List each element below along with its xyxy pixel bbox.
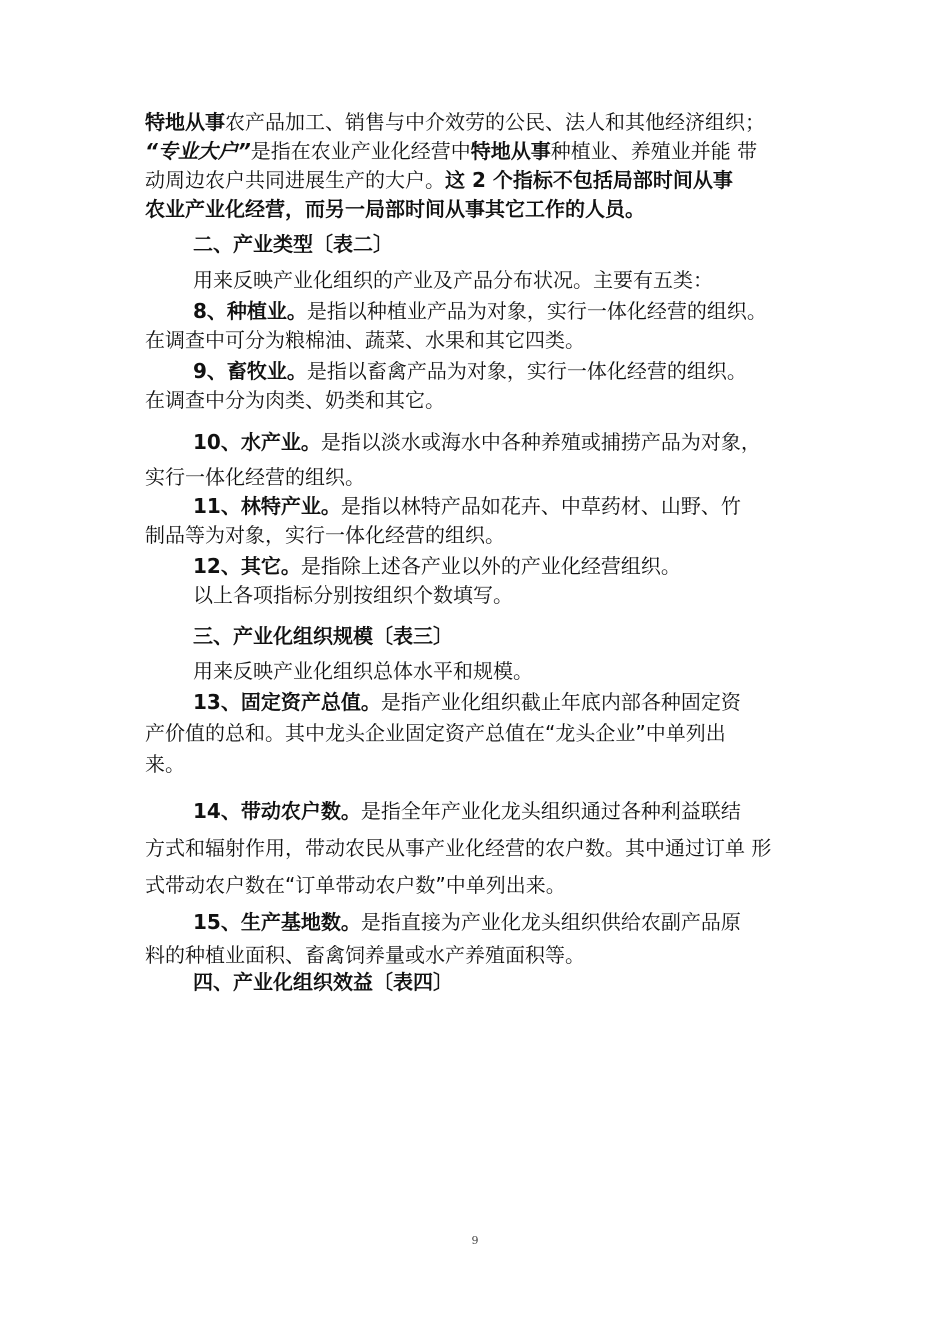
text: 种植业、养殖业并能 带 — [550, 139, 758, 163]
item-line — [145, 492, 825, 521]
item-text: 是指产业化组织截止年底内部各种固定资 — [380, 690, 741, 714]
item-text: 在调查中可分为粮棉油、蔬菜、水果和其它四类。 — [145, 328, 585, 352]
item-text: 式带动农户数在“订单带动农户数”中单列出来。 — [145, 873, 566, 897]
item-text: 是指以畜禽产品为对象，实行一体化经营的组织。 — [306, 359, 747, 383]
item-label: 15、生产基地数。 — [193, 910, 361, 934]
item-line — [145, 425, 825, 460]
section-footer: 以上各项指标分别按组织个数填写。 — [193, 583, 513, 607]
text: 是指在农业产业化经营中 — [250, 139, 471, 163]
item-text: 是指以淡水或海水中各种养殖或捕捞产品为对象， — [320, 430, 761, 454]
page-number: 9 — [471, 1234, 479, 1247]
section-heading: 三、产业化组织规模〔表三〕 — [193, 624, 453, 648]
intro-line-1 — [145, 108, 825, 137]
item-text: 是指全年产业化龙头组织通过各种利益联结 — [360, 799, 741, 823]
section-lead: 用来反映产业化组织总体水平和规模。 — [193, 659, 533, 683]
item-15 — [145, 906, 825, 972]
item-text: 实行一体化经营的组织。 — [145, 465, 365, 489]
intro-line-2 — [145, 137, 825, 166]
item-11 — [145, 492, 825, 550]
item-text: 产价值的总和。其中龙头企业固定资产总值在“龙头企业”中单列出 — [145, 721, 726, 745]
bold-term: 特地从事 — [470, 139, 551, 163]
section-heading: 二、产业类型〔表二〕 — [193, 232, 393, 256]
item-text: 是指以种植业产品为对象，实行一体化经营的组织。 — [306, 299, 767, 323]
section-lead: 用来反映产业化组织的产业及产品分布状况。主要有五类： — [193, 268, 713, 292]
item-text: 是指除上述各产业以外的产业化经营组织。 — [300, 554, 681, 578]
item-text: 在调查中分为肉类、奶类和其它。 — [145, 388, 445, 412]
bold-note: 这 2 个指标不包括局部时间从事 — [445, 168, 733, 192]
intro-line-4: 农业产业化经营，而另一局部时间从事其它工作的人员。 — [145, 197, 645, 221]
item-label: 13、固定资产总值。 — [193, 690, 381, 714]
item-12 — [145, 552, 825, 610]
item-line — [145, 906, 825, 939]
item-13 — [145, 687, 825, 780]
section-heading: 四、产业化组织效益〔表四〕 — [193, 970, 453, 994]
item-line — [145, 357, 825, 386]
text: 动周边农户共同进展生产的大户。 — [145, 168, 445, 192]
item-text: 制品等为对象，实行一体化经营的组织。 — [145, 523, 505, 547]
item-label: 12、其它。 — [193, 554, 301, 578]
intro-line-3 — [145, 166, 825, 195]
item-10 — [145, 425, 825, 495]
intro-paragraph — [145, 108, 825, 224]
item-label: 10、水产业。 — [193, 430, 321, 454]
item-line — [145, 552, 825, 581]
item-label: 9、畜牧业。 — [193, 359, 307, 383]
item-line — [145, 687, 825, 718]
item-text: 是指以林特产品如花卉、中草药材、山野、竹 — [340, 494, 741, 518]
item-text: 料的种植业面积、畜禽饲养量或水产养殖面积等。 — [145, 943, 585, 967]
item-text: 来。 — [145, 752, 185, 776]
item-9 — [145, 357, 825, 415]
item-line — [145, 297, 825, 326]
item-label: 8、种植业。 — [193, 299, 307, 323]
bold-term: “专业大户” — [145, 139, 251, 163]
item-label: 11、林特产业。 — [193, 494, 341, 518]
text: 农产品加工、销售与中介效劳的公民、法人和其他经济组织； — [225, 110, 765, 134]
item-14 — [145, 793, 825, 904]
item-line — [145, 793, 825, 830]
item-label: 14、带动农户数。 — [193, 799, 361, 823]
bold-term: 特地从事 — [145, 110, 225, 134]
item-text: 是指直接为产业化龙头组织供给农副产品原 — [360, 910, 741, 934]
item-text: 方式和辐射作用，带动农民从事产业化经营的农户数。其中通过订单 形 — [145, 836, 772, 860]
item-8 — [145, 297, 825, 355]
